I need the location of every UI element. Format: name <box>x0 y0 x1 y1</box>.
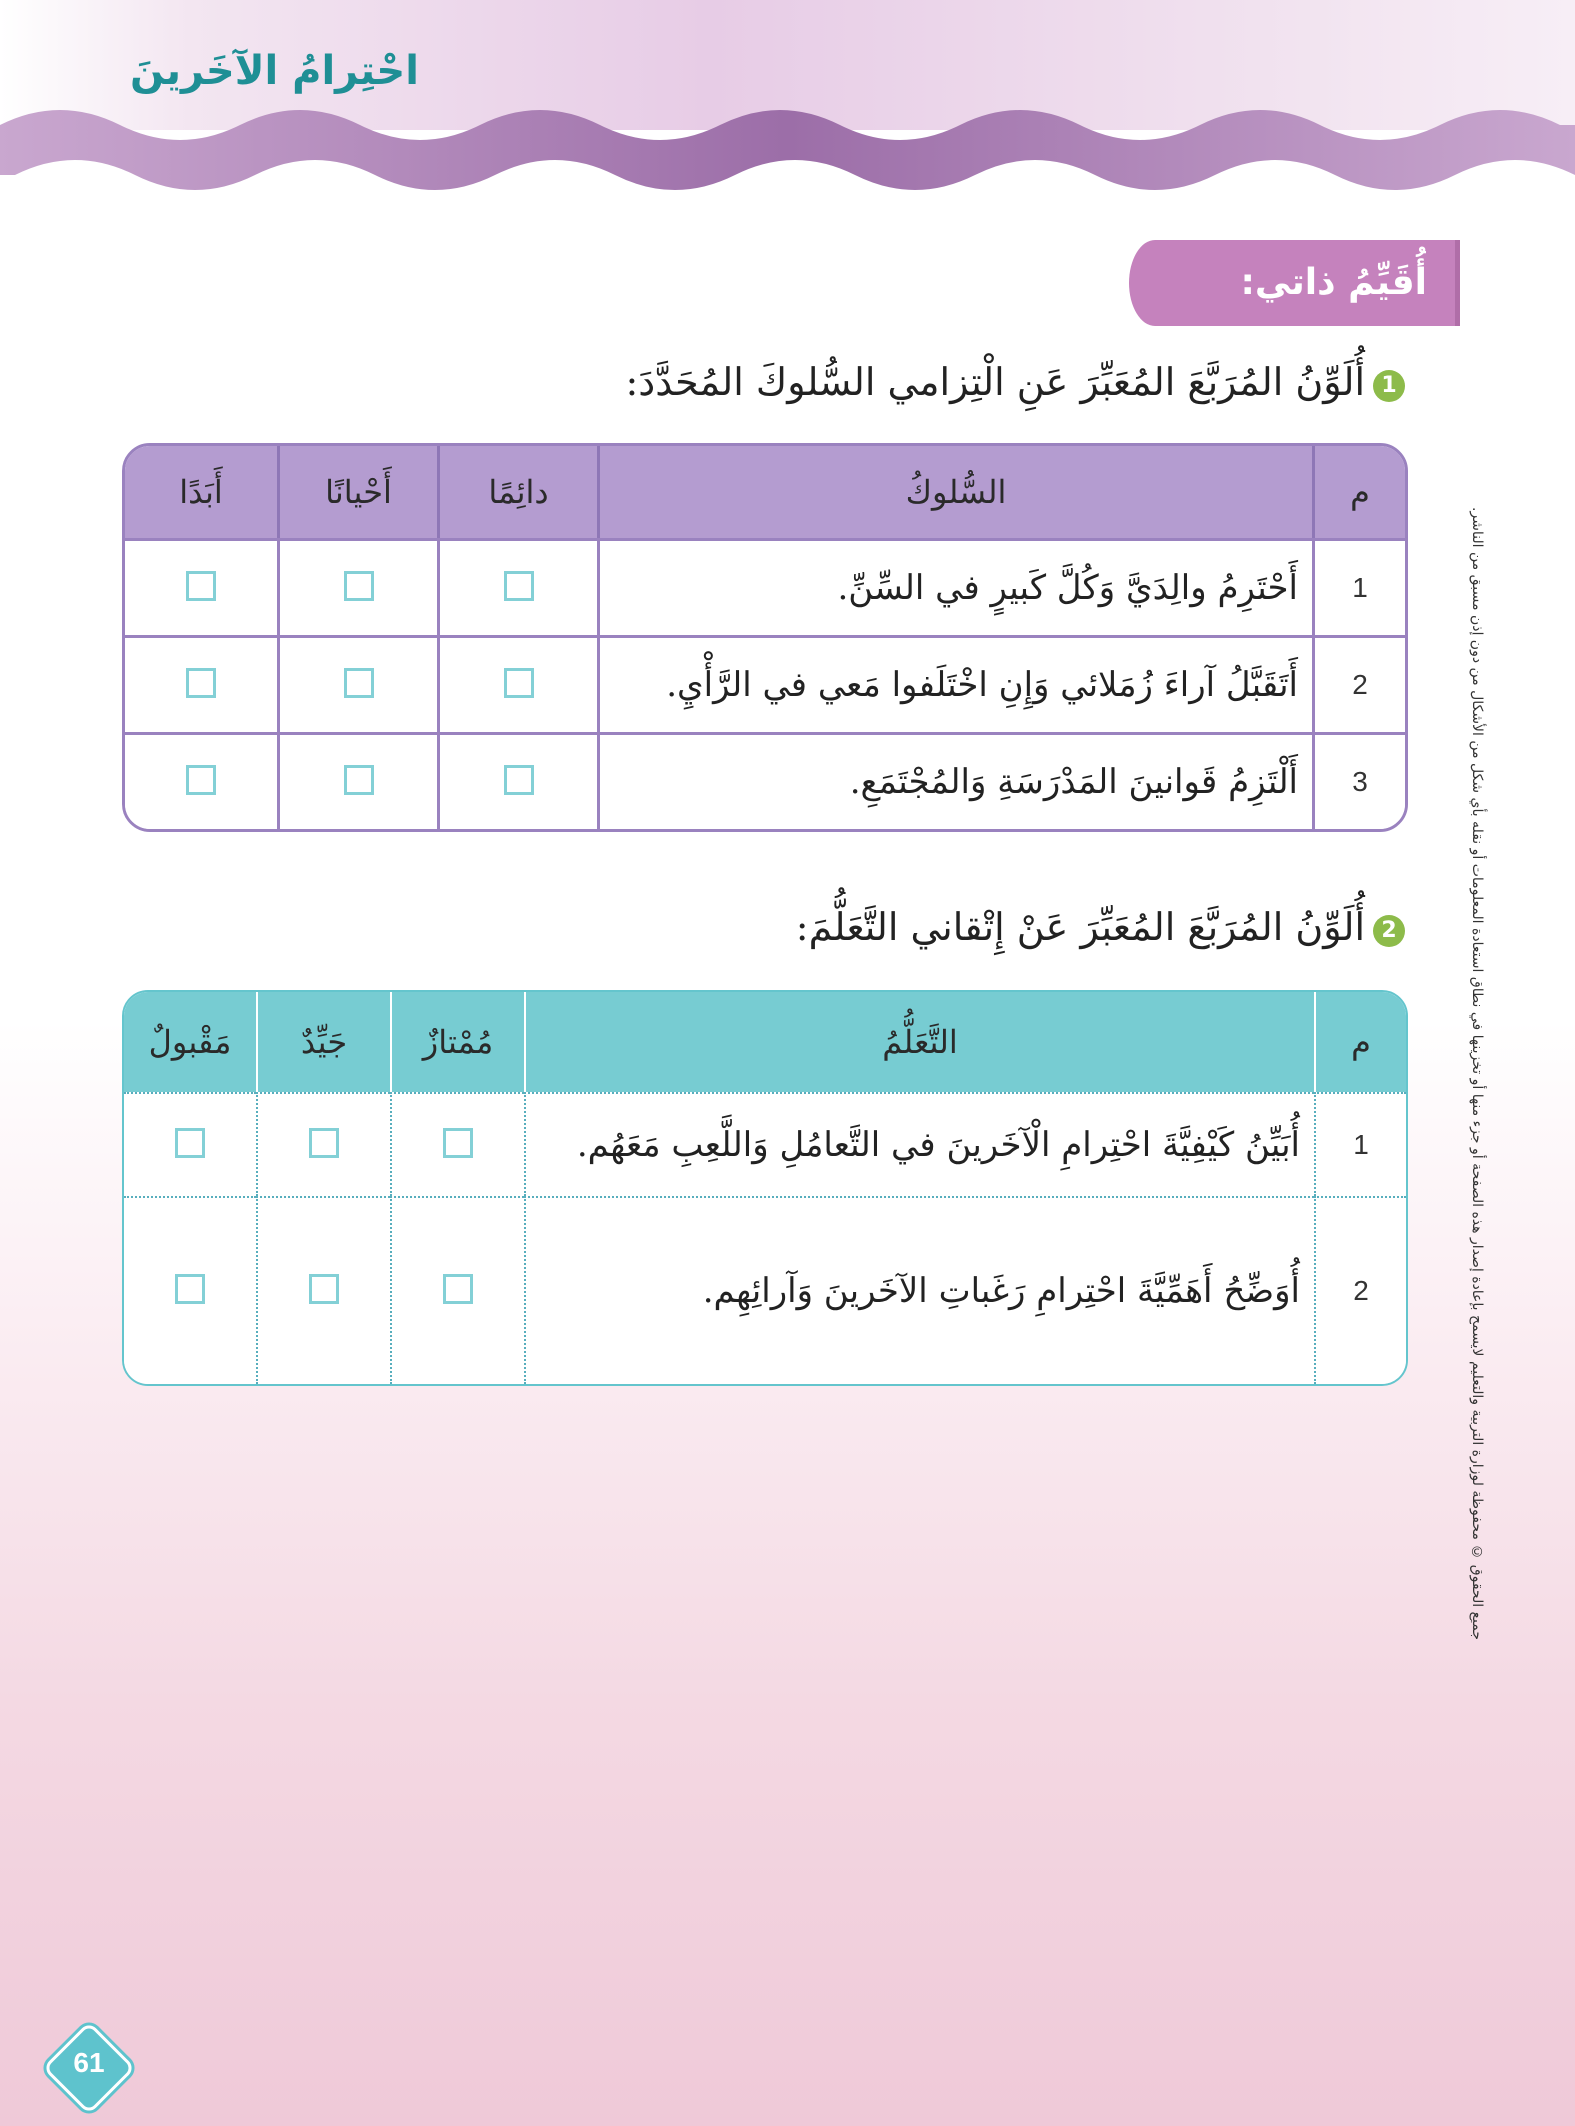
checkbox-sometimes[interactable] <box>344 668 374 698</box>
header-decoration <box>0 0 1575 190</box>
checkbox-always[interactable] <box>504 668 534 698</box>
col-good-header: جَيِّدٌ <box>256 992 390 1092</box>
col-acceptable-header: مَقْبولٌ <box>124 992 256 1092</box>
behavior-table <box>122 443 1408 832</box>
table-row <box>125 538 1405 635</box>
question-1-title <box>625 360 1405 404</box>
checkbox-never[interactable] <box>186 571 216 601</box>
checkbox-acceptable[interactable] <box>175 1274 205 1304</box>
section-label: أُقَيِّمُ ذاتي: <box>1155 240 1455 326</box>
col-always-header: دائِمًا <box>437 446 597 538</box>
row-statement: أُبَيِّنُ كَيْفِيَّةَ احْتِرامِ الْآخَرينَ في التَّعامُلِ وَاللَّعِبِ مَعَهُم. <box>524 1092 1314 1196</box>
page-number: 61 <box>73 2047 105 2078</box>
row-number: 3 <box>1312 732 1405 829</box>
row-statement: أَتَقَبَّلُ آراءَ زُمَلائي وَإِنِ اخْتَلَفوا مَعي في الرَّأْيِ. <box>597 635 1312 732</box>
copyright-notice: جميع الحقوق © محفوظة لوزارة التربية والتعليم لايسمح بإعادة إصدار هذه الصفحة أو جزء منها أو تخزينها في نطاق استعادة المعلومات أو نقله بأي شكل من الأشكال من دون إذن مسبق من الناشر. <box>1469 507 1485 1640</box>
question-2-number: 2 <box>1373 915 1405 947</box>
row-number: 2 <box>1312 635 1405 732</box>
col-learning-header: التَّعَلُّمُ <box>524 992 1314 1092</box>
row-number: 1 <box>1314 1092 1406 1196</box>
checkbox-never[interactable] <box>186 668 216 698</box>
table-row <box>124 1092 1406 1196</box>
checkbox-good[interactable] <box>309 1274 339 1304</box>
col-excellent-header: مُمْتازٌ <box>390 992 524 1092</box>
row-number: 1 <box>1312 538 1405 635</box>
table-row <box>124 1196 1406 1384</box>
col-num-header: م <box>1314 992 1406 1092</box>
question-2-text: أُلَوِّنُ المُرَبَّعَ المُعَبِّرَ عَنْ إِتْقاني التَّعَلُّمَ: <box>795 905 1365 949</box>
table-row <box>125 635 1405 732</box>
learning-table <box>122 990 1408 1386</box>
row-statement: أُوَضِّحُ أَهَمِّيَّةَ احْتِرامِ رَغَباتِ الآخَرينَ وَآرائِهِم. <box>524 1196 1314 1384</box>
checkbox-acceptable[interactable] <box>175 1128 205 1158</box>
checkbox-always[interactable] <box>504 765 534 795</box>
checkbox-excellent[interactable] <box>443 1128 473 1158</box>
table-row <box>125 732 1405 829</box>
question-2-title <box>796 905 1405 949</box>
checkbox-sometimes[interactable] <box>344 571 374 601</box>
row-statement: أَلْتَزِمُ قَوانينَ المَدْرَسَةِ وَالمُجْتَمَعِ. <box>597 732 1312 829</box>
row-number: 2 <box>1314 1196 1406 1384</box>
behavior-table-header <box>125 446 1405 538</box>
page-title: احْتِرامُ الآخَرينَ <box>130 48 419 94</box>
col-sometimes-header: أَحْيانًا <box>277 446 437 538</box>
checkbox-sometimes[interactable] <box>344 765 374 795</box>
question-1-number: 1 <box>1373 370 1405 402</box>
col-never-header: أَبَدًا <box>125 446 277 538</box>
learning-table-header <box>124 992 1406 1092</box>
checkbox-always[interactable] <box>504 571 534 601</box>
question-1-text: أُلَوِّنُ المُرَبَّعَ المُعَبِّرَ عَنِ الْتِزامي السُّلوكَ المُحَدَّدَ: <box>625 360 1365 404</box>
col-behavior-header: السُّلوكُ <box>597 446 1312 538</box>
checkbox-never[interactable] <box>186 765 216 795</box>
checkbox-excellent[interactable] <box>443 1274 473 1304</box>
checkbox-good[interactable] <box>309 1128 339 1158</box>
row-statement: أَحْتَرِمُ والِدَيَّ وَكُلَّ كَبيرٍ في السِّنِّ. <box>597 538 1312 635</box>
col-num-header: م <box>1312 446 1405 538</box>
